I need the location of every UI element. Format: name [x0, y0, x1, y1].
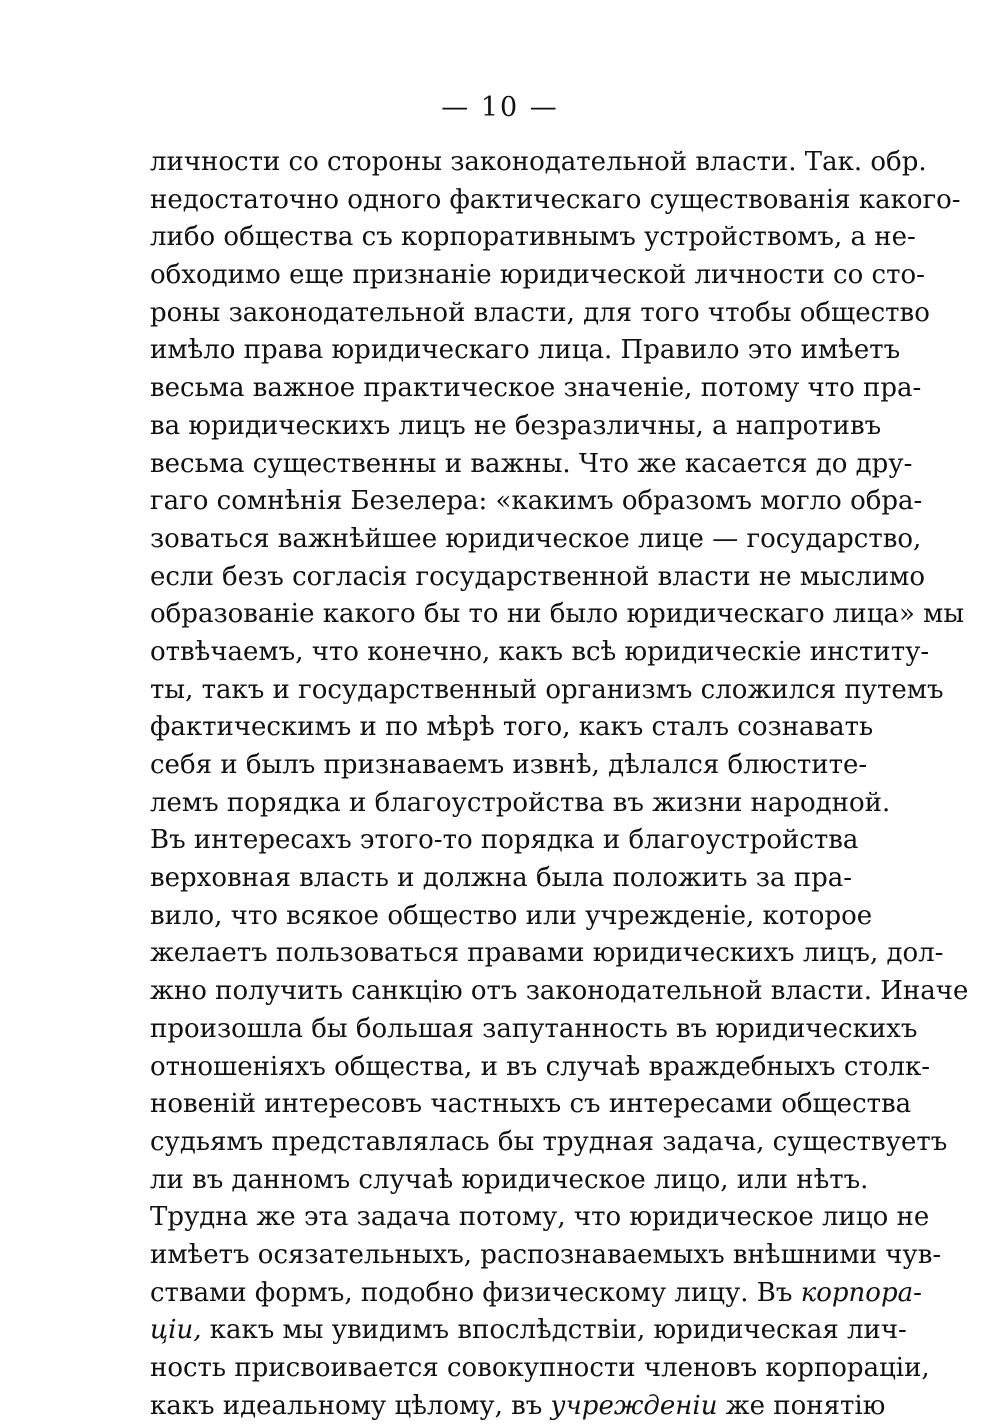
italic-text-run: учрежденіи: [550, 1390, 718, 1421]
text-line: [150, 182, 961, 220]
text-run: обходимо еще признаніе юридической личности со сто-: [150, 260, 925, 291]
text-line: [150, 370, 922, 408]
text-run: какъ мы увидимъ впослѣдствіи, юридическая лич-: [201, 1315, 907, 1346]
text-line: [150, 860, 852, 898]
text-line: [150, 1350, 930, 1388]
text-run: имѣетъ осязательныхъ, распознаваемыхъ внѣшними чув-: [150, 1239, 942, 1270]
text-run: отвѣчаемъ, что конечно, какъ всѣ юридическіе институ-: [150, 636, 930, 667]
body-text: [150, 144, 969, 1425]
text-run: лемъ порядка и благоустройства въ жизни народной.: [150, 787, 891, 818]
text-run: судьямъ представлялась бы трудная задача, существуетъ: [150, 1126, 948, 1157]
text-run: произошла бы большая запутанность въ юридическихъ: [150, 1013, 918, 1044]
text-run: если безъ согласія государственной власти не мыслимо: [150, 561, 926, 592]
text-run: образованіе какого бы то ни было юридическаго лица» мы: [150, 599, 965, 630]
text-run: либо общества съ корпоративнымъ устройствомъ, а не-: [150, 222, 916, 253]
text-line: [150, 144, 927, 182]
text-line: [150, 709, 874, 747]
text-run: зоваться важнѣйшее юридическое лице — государство,: [150, 523, 922, 554]
text-line: [150, 446, 913, 484]
text-line: [150, 1312, 907, 1350]
text-line: [150, 1049, 931, 1087]
text-run: жно получить санкцію отъ законодательной власти. Иначе: [150, 976, 969, 1007]
text-line: [150, 747, 868, 785]
text-run: новеній интересовъ частныхъ съ интересами общества: [150, 1089, 912, 1120]
text-line: [150, 1199, 930, 1237]
text-run: ность присвоивается совокупности членовъ корпораціи,: [150, 1353, 930, 1383]
text-run: себя и былъ признаваемъ извнѣ, дѣлался блюстите-: [150, 750, 868, 780]
text-run: весьма существенны и важны. Что же касается до дру-: [150, 448, 913, 479]
text-run: Въ интересахъ этого-то порядка и благоустройства: [150, 825, 859, 856]
text-line: [150, 1011, 918, 1049]
text-line: [150, 257, 925, 295]
text-run: имѣло права юридическаго лица. Правило это имѣетъ: [150, 335, 901, 366]
text-run: же понятію: [717, 1390, 886, 1421]
text-line: [150, 295, 930, 333]
text-run: желаетъ пользоваться правами юридическихъ лицъ, дол-: [150, 938, 944, 969]
text-run: ли въ данномъ случаѣ юридическое лицо, или нѣтъ.: [150, 1164, 869, 1195]
text-run: ствами формъ, подобно физическому лицу. Въ: [150, 1277, 801, 1308]
text-run: роны законодательной власти, для того чтобы общество: [150, 297, 930, 328]
text-line: [150, 634, 930, 672]
text-line: [150, 559, 926, 597]
text-run: ва юридическихъ лицъ не безразличны, а напротивъ: [150, 410, 882, 441]
text-run: вило, что всякое общество или учрежденіе, которое: [150, 900, 873, 931]
text-line: [150, 1086, 912, 1124]
text-line: [150, 822, 859, 860]
text-run: недостаточно одного фактическаго существованія какого-: [150, 184, 961, 215]
text-run: весьма важное практическое значеніе, потому что пра-: [150, 373, 922, 404]
text-line: [150, 483, 923, 521]
text-line: [150, 1162, 869, 1200]
text-run: гаго сомнѣнія Безелера: «какимъ образомъ могло обра-: [150, 486, 923, 517]
text-line: [150, 898, 873, 936]
text-line: [150, 973, 969, 1011]
text-line: [150, 219, 916, 257]
text-line: [150, 672, 944, 710]
text-run: личности со стороны законодательной власти. Так. обр.: [150, 147, 927, 177]
text-line: [150, 521, 922, 559]
text-line: [150, 408, 882, 446]
text-line: [150, 1388, 886, 1425]
italic-text-run: ціи,: [150, 1315, 202, 1346]
text-line: [150, 1237, 942, 1275]
text-run: отношеніяхъ общества, и въ случаѣ враждебныхъ столк-: [150, 1051, 931, 1082]
text-line: [150, 596, 965, 634]
text-run: какъ идеальному цѣлому, въ: [150, 1390, 551, 1421]
text-line: [150, 332, 901, 370]
text-line: [150, 785, 891, 823]
text-line: [150, 935, 944, 973]
text-line: [150, 1275, 922, 1313]
text-run: фактическимъ и по мѣрѣ того, какъ сталъ сознавать: [150, 712, 874, 743]
italic-text-run: корпора-: [800, 1277, 922, 1308]
text-line: [150, 1124, 948, 1162]
text-run: ты, такъ и государственный организмъ сложился путемъ: [150, 674, 944, 705]
text-run: Трудна же эта задача потому, что юридическое лицо не: [150, 1202, 930, 1233]
page-number: — 10 —: [441, 92, 559, 123]
text-run: верховная власть и должна была положить за пра-: [150, 863, 852, 894]
